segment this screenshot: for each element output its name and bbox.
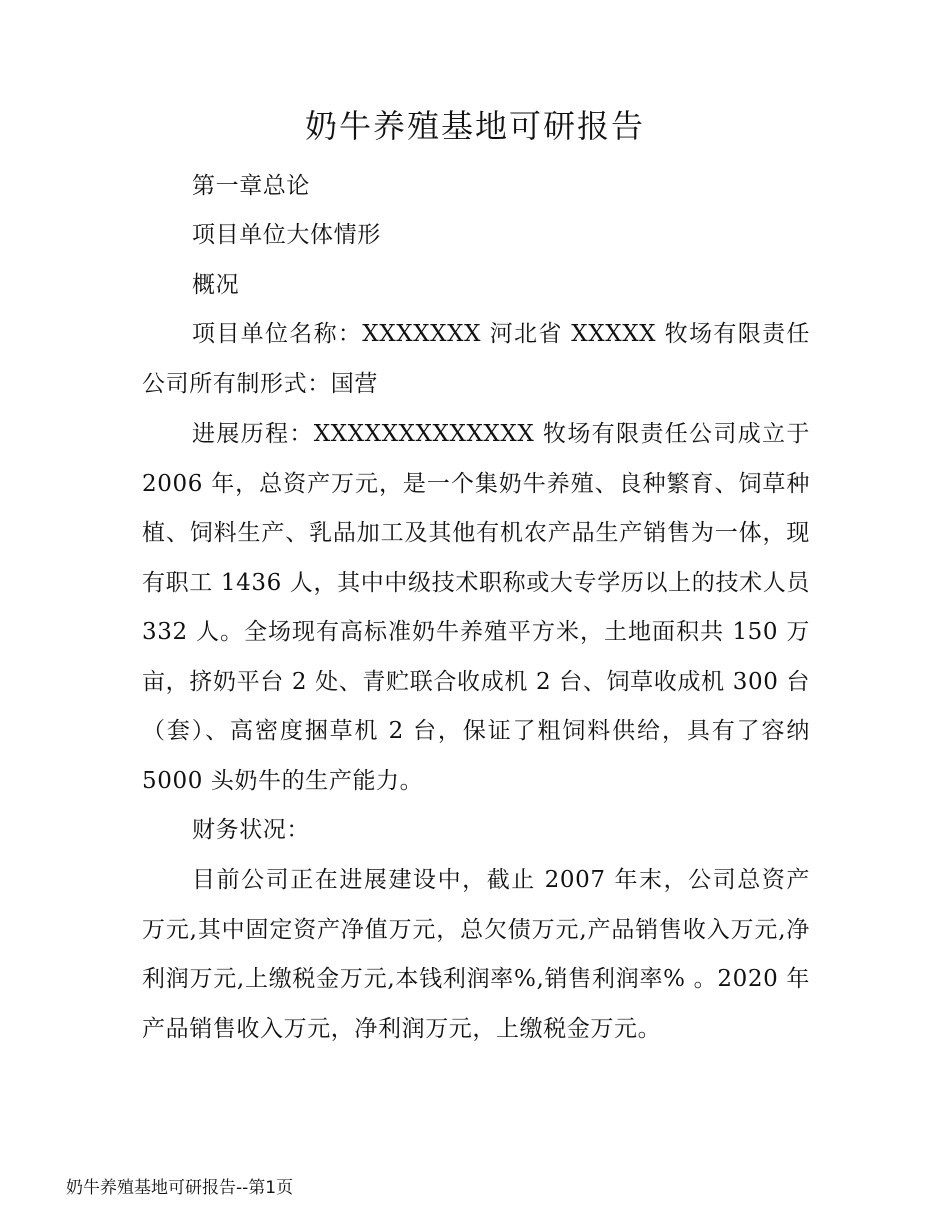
page-footer: 奶牛养殖基地可研报告--第1页 — [66, 1178, 294, 1198]
subsection-heading: 概况 — [192, 272, 240, 298]
history-paragraph: 进展历程：XXXXXXXXXXXXX 牧场有限责任公司成立于 2006 年，总资产万元，是一个集奶牛养殖、良种繁育、饲草种植、饲料生产、乳品加工及其他有机农产品生产销售为一体，现有职工 1436 人，其中中级技术职称或大专学历以上的技术人员 332 人。全场现有高标准奶牛养殖平方米，土地面积共 150 万亩，挤奶平台 2 处、青贮联合收成机 2 台、饲草收成机 300 台（套）、高密度捆草机 2 台，保证了粗饲料供给，具有了容纳 5000 头奶牛的生产能力。 — [142, 421, 810, 794]
chapter-heading: 第一章总论 — [192, 173, 310, 199]
document-title: 奶牛养殖基地可研报告 — [304, 107, 645, 145]
finance-heading: 财务状况： — [192, 817, 310, 843]
unit-name-paragraph: 项目单位名称：XXXXXXX 河北省 XXXXX 牧场有限责任公司所有制形式：国营 — [142, 321, 810, 397]
finance-paragraph: 目前公司正在进展建设中，截止 2007 年末，公司总资产万元,其中固定资产净值万元，总欠债万元,产品销售收入万元,净利润万元,上缴税金万元,本钱利润率%,销售利润率% 。2020 年产品销售收入万元，净利润万元，上缴税金万元。 — [142, 867, 810, 1042]
section-heading: 项目单位大体情形 — [192, 222, 381, 248]
